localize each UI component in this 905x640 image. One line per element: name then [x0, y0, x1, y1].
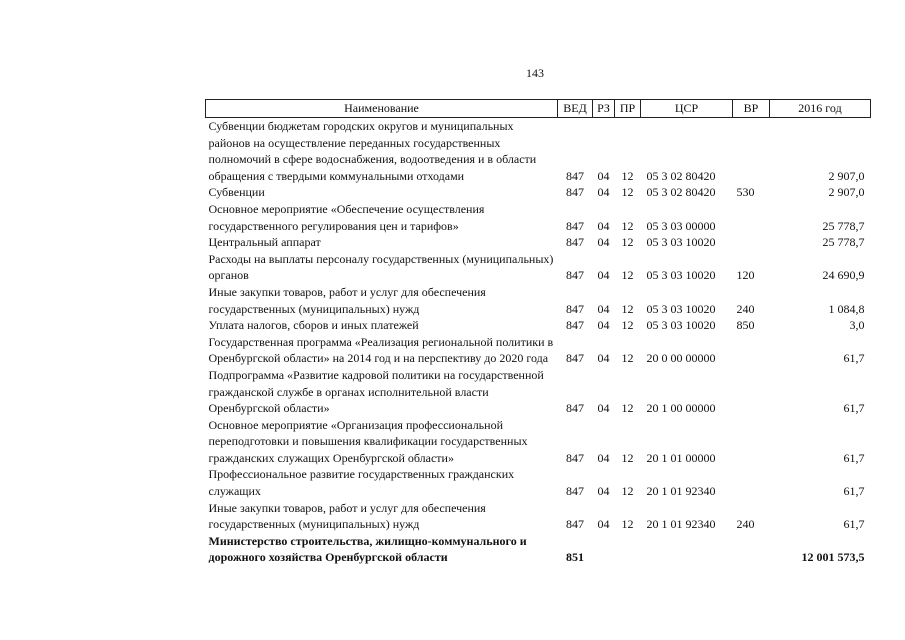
- cell-csr: 05 3 02 80420: [646, 185, 716, 200]
- cell-amount: 61,7: [843, 351, 865, 366]
- cell-vr: [733, 466, 770, 499]
- cell-ved: 847: [566, 450, 584, 465]
- table-row: [206, 533, 871, 566]
- cell-rz: [593, 533, 615, 566]
- cell-vr: 120: [736, 268, 755, 283]
- cell-amount: 61,7: [843, 517, 865, 532]
- cell-name: Основное мероприятие «Организация профессиональной переподготовки и повышения квалификации государственных гражданских служащих Оренбургской области»: [208, 417, 528, 465]
- budget-table: [205, 99, 871, 566]
- cell-amount: 61,7: [843, 450, 865, 465]
- table-row: [206, 234, 871, 251]
- cell-vr: 240: [736, 301, 755, 316]
- cell-ved: 847: [566, 351, 584, 366]
- cell-amount: 2 907,0: [828, 185, 865, 200]
- table-body: [206, 118, 871, 567]
- table-row: [206, 317, 871, 334]
- cell-vr: [733, 334, 770, 367]
- header-ved: ВЕД: [558, 100, 593, 118]
- cell-name: Уплата налогов, сборов и иных платежей: [208, 318, 419, 333]
- cell-rz: 04: [597, 185, 610, 200]
- cell-csr: 05 3 03 10020: [646, 268, 716, 283]
- table-row: [206, 500, 871, 533]
- cell-csr: 20 1 01 92340: [646, 484, 716, 499]
- cell-csr: 05 3 02 80420: [646, 168, 716, 183]
- cell-ved: 851: [566, 550, 584, 565]
- cell-vr: [733, 533, 770, 566]
- table-row: [206, 284, 871, 317]
- table-row: [206, 201, 871, 234]
- cell-csr: 05 3 03 10020: [646, 318, 716, 333]
- cell-vr: 240: [736, 517, 755, 532]
- cell-ved: 847: [566, 218, 584, 233]
- cell-name: Основное мероприятие «Обеспечение осуществления государственного регулирования цен и тарифов»: [208, 201, 485, 233]
- header-vr: ВР: [733, 100, 770, 118]
- cell-vr: [733, 201, 770, 234]
- table-row: [206, 417, 871, 467]
- cell-name: Подпрограмма «Развитие кадровой политики на государственной гражданской службе в органах исполнительной власти Оренбургской области»: [208, 367, 544, 416]
- cell-pr: 12: [621, 268, 634, 283]
- cell-ved: 847: [566, 401, 584, 416]
- cell-ved: 847: [566, 268, 584, 283]
- cell-amount: 24 690,9: [822, 268, 865, 283]
- cell-vr: 530: [736, 185, 755, 200]
- cell-amount: 61,7: [843, 484, 865, 499]
- cell-pr: 12: [621, 450, 634, 465]
- cell-pr: 12: [621, 218, 634, 233]
- cell-vr: [733, 118, 770, 185]
- cell-pr: 12: [621, 517, 634, 532]
- cell-vr: [733, 417, 770, 467]
- cell-amount: 2 907,0: [828, 168, 865, 183]
- cell-amount: 25 778,7: [822, 218, 865, 233]
- header-csr: ЦСР: [641, 100, 733, 118]
- cell-pr: 12: [621, 168, 634, 183]
- cell-ved: 847: [566, 301, 584, 316]
- table-row: [206, 334, 871, 367]
- table-header: [206, 100, 871, 118]
- cell-ved: 847: [566, 517, 584, 532]
- cell-name: Субвенции бюджетам городских округов и муниципальных районов на осуществление переданных государственных полномочий в сфере водоснабжения, водоотведения и в области обращения с твердыми коммунальными отходами: [208, 119, 537, 183]
- cell-amount: 1 084,8: [828, 301, 865, 316]
- cell-csr: 20 1 01 92340: [646, 517, 716, 532]
- table-row: [206, 466, 871, 499]
- cell-pr: [615, 533, 641, 566]
- cell-csr: 20 1 01 00000: [646, 450, 716, 465]
- cell-pr: 12: [621, 401, 634, 416]
- cell-ved: 847: [566, 235, 584, 250]
- cell-rz: 04: [597, 517, 610, 532]
- cell-ved: 847: [566, 318, 584, 333]
- cell-pr: 12: [621, 318, 634, 333]
- cell-pr: 12: [621, 484, 634, 499]
- table-row: [206, 251, 871, 284]
- cell-pr: 12: [621, 185, 634, 200]
- cell-name: Профессиональное развитие государственных гражданских служащих: [208, 467, 515, 499]
- cell-rz: 04: [597, 351, 610, 366]
- header-rz: РЗ: [593, 100, 615, 118]
- cell-csr: 20 0 00 00000: [646, 351, 716, 366]
- cell-pr: 12: [621, 235, 634, 250]
- cell-csr: [641, 533, 733, 566]
- cell-rz: 04: [597, 218, 610, 233]
- cell-name: Расходы на выплаты персоналу государственных (муниципальных) органов: [208, 251, 554, 283]
- header-year: 2016 год: [770, 100, 871, 118]
- cell-rz: 04: [597, 484, 610, 499]
- cell-ved: 847: [566, 185, 584, 200]
- cell-name: Иные закупки товаров, работ и услуг для обеспечения государственных (муниципальных) нужд: [208, 500, 486, 532]
- cell-name: Иные закупки товаров, работ и услуг для обеспечения государственных (муниципальных) нужд: [208, 284, 486, 316]
- header-pr: ПР: [615, 100, 641, 118]
- cell-rz: 04: [597, 235, 610, 250]
- cell-name: Государственная программа «Реализация региональной политики в Оренбургской области» на 2014 год и на перспективу до 2020 года: [208, 334, 554, 366]
- header-name: Наименование: [206, 100, 558, 118]
- cell-rz: 04: [597, 168, 610, 183]
- cell-name: Субвенции: [208, 185, 265, 200]
- cell-pr: 12: [621, 301, 634, 316]
- cell-ved: 847: [566, 168, 584, 183]
- cell-amount: 12 001 573,5: [801, 550, 865, 565]
- table-row: [206, 118, 871, 185]
- cell-vr: 850: [736, 318, 755, 333]
- cell-pr: 12: [621, 351, 634, 366]
- cell-amount: 25 778,7: [822, 235, 865, 250]
- table-row: [206, 367, 871, 417]
- cell-name: Центральный аппарат: [208, 235, 321, 250]
- cell-name: Министерство строительства, жилищно-коммунального и дорожного хозяйства Оренбургской области: [208, 533, 527, 565]
- cell-amount: 61,7: [843, 401, 865, 416]
- cell-csr: 05 3 03 00000: [646, 218, 716, 233]
- cell-rz: 04: [597, 301, 610, 316]
- cell-rz: 04: [597, 450, 610, 465]
- cell-csr: 05 3 03 10020: [646, 301, 716, 316]
- cell-rz: 04: [597, 401, 610, 416]
- cell-csr: 20 1 00 00000: [646, 401, 716, 416]
- cell-ved: 847: [566, 484, 584, 499]
- page-number: 143: [526, 66, 544, 80]
- cell-rz: 04: [597, 318, 610, 333]
- cell-amount: 3,0: [849, 318, 865, 333]
- table-row: [206, 184, 871, 201]
- cell-vr: [733, 367, 770, 417]
- cell-vr: [733, 234, 770, 251]
- cell-csr: 05 3 03 10020: [646, 235, 716, 250]
- cell-rz: 04: [597, 268, 610, 283]
